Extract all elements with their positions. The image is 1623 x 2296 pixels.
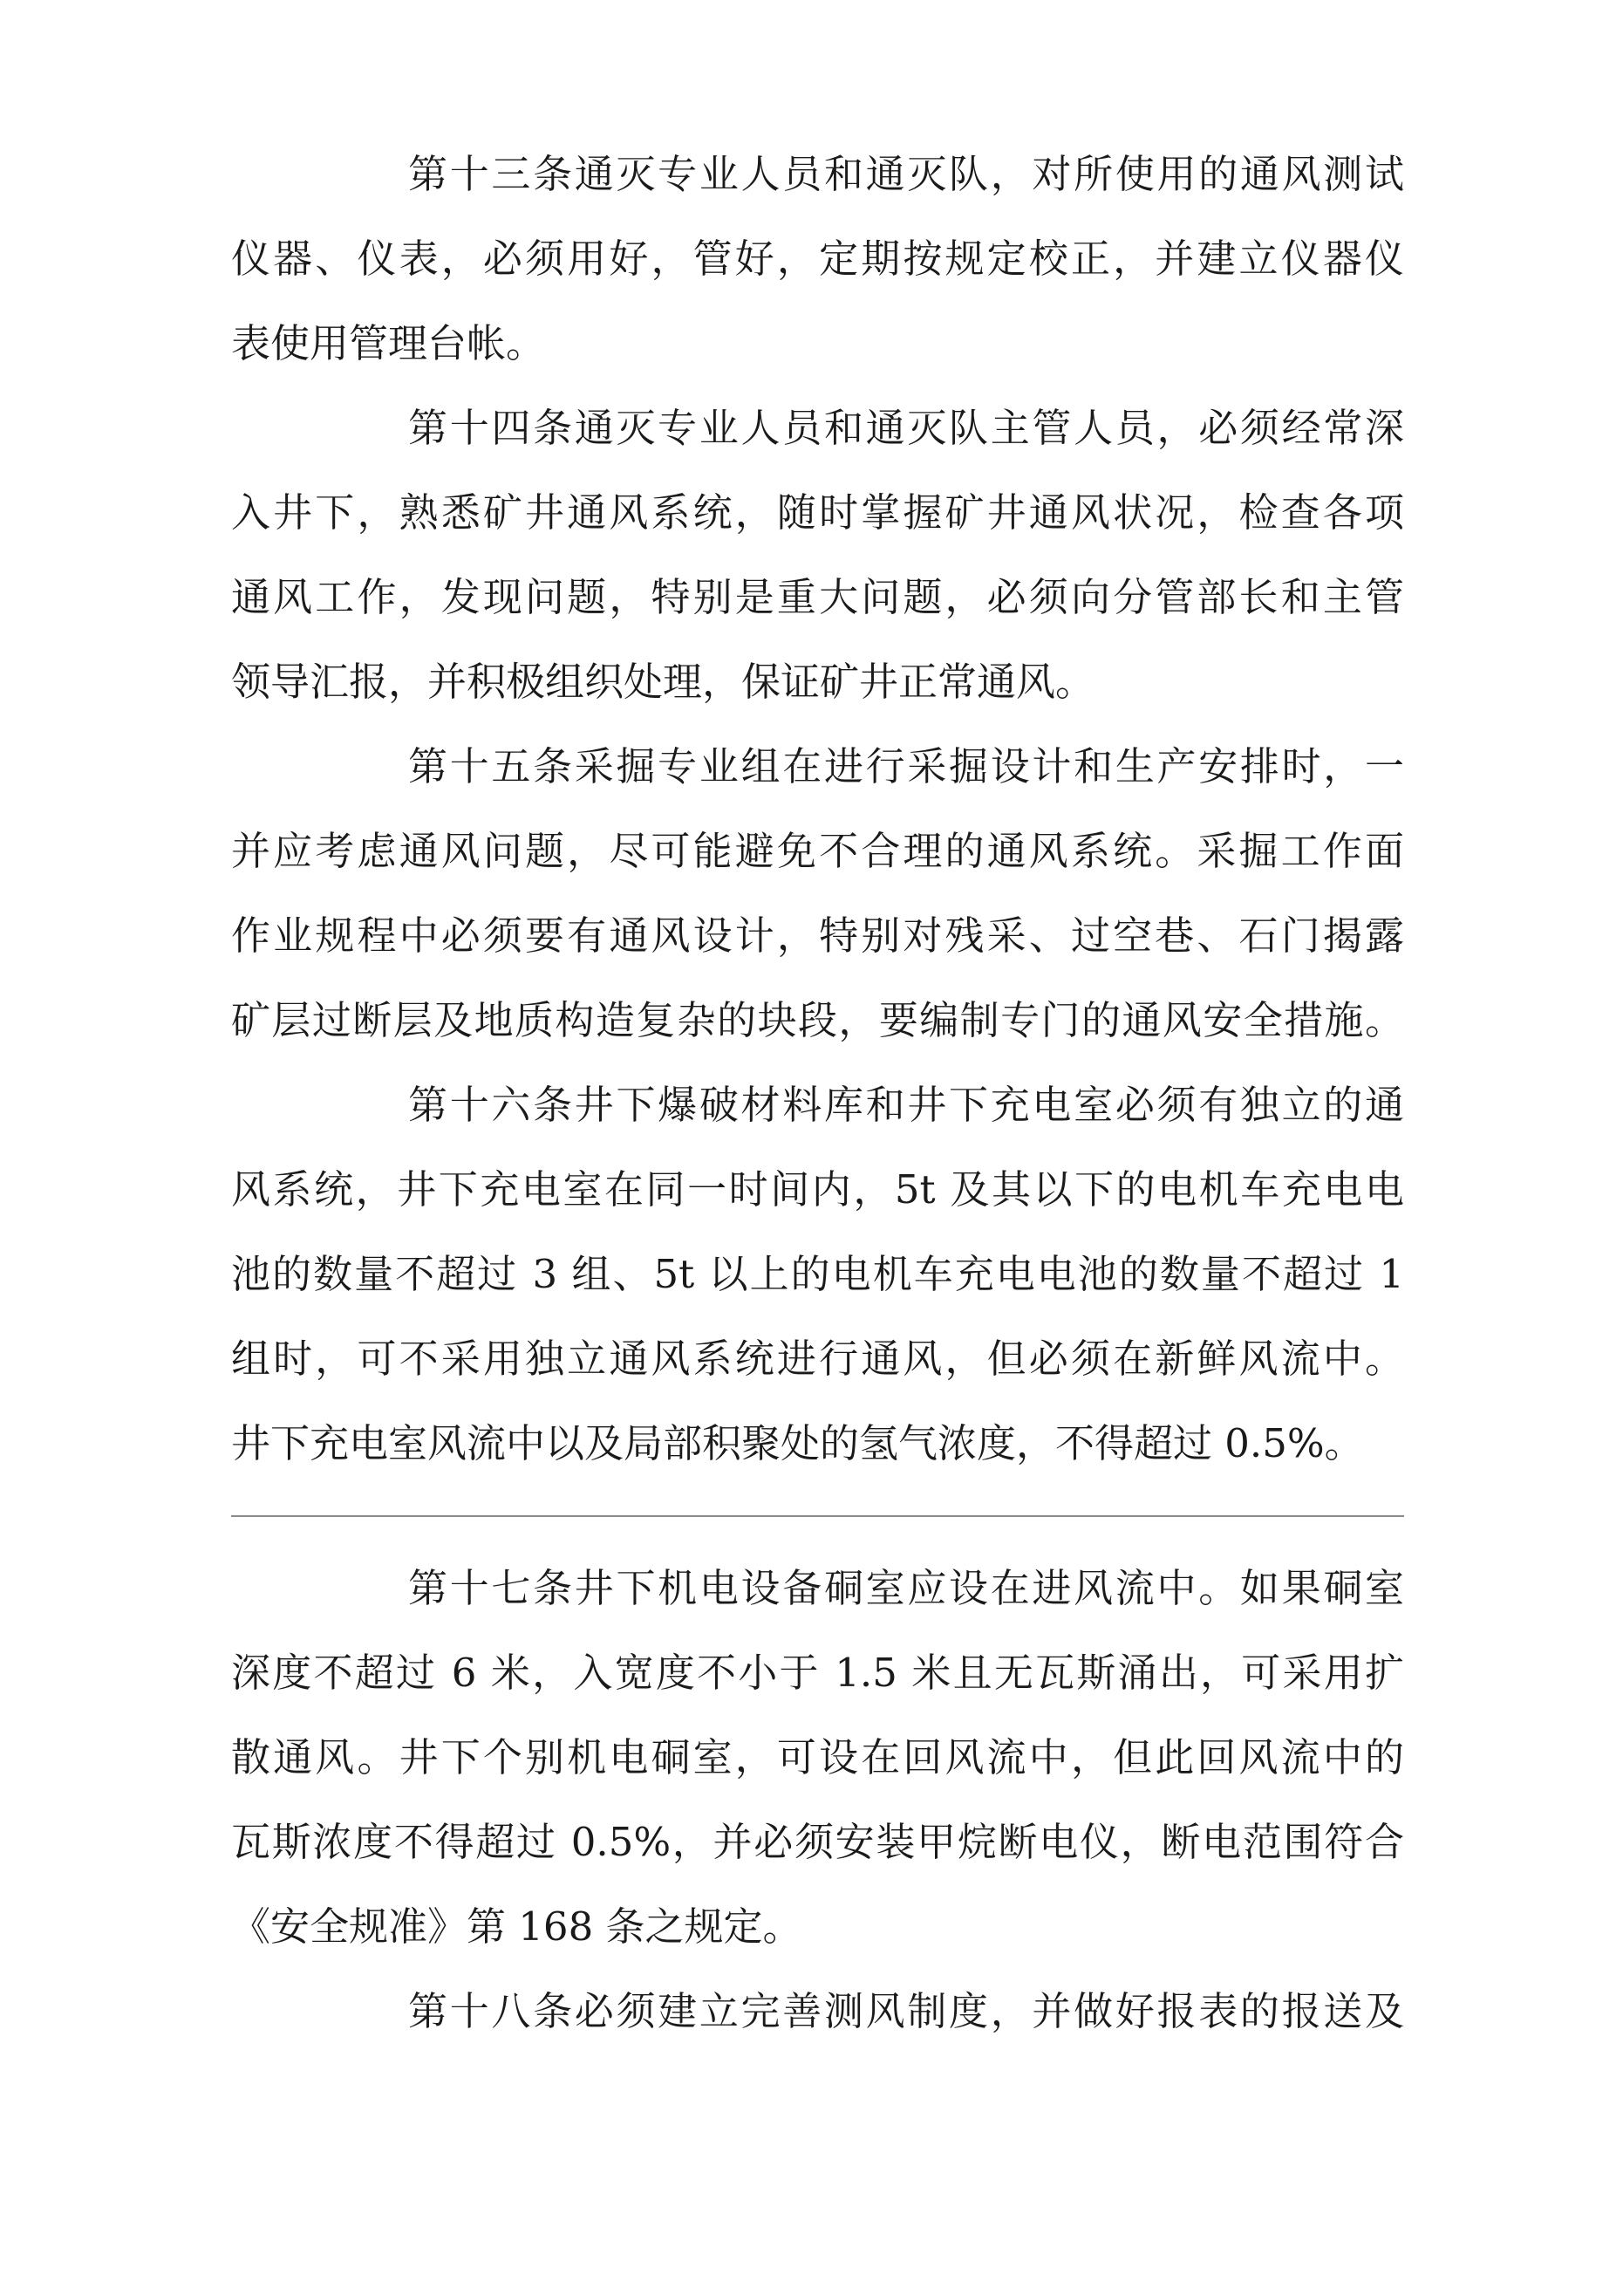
article-13-line-2: 仪器、仪表，必须用好，管好，定期按规定校正，并建立仪器仪 bbox=[231, 236, 1404, 282]
article-16-line-3: 池的数量不超过 3 组、5t 以上的电机车充电电池的数量不超过 1 bbox=[231, 1251, 1404, 1297]
article-17-line-3: 散通风。井下个别机电硐室，可设在回风流中，但此回风流中的 bbox=[231, 1734, 1404, 1780]
article-16-line-2: 风系统，井下充电室在同一时间内，5t 及其以下的电机车充电电 bbox=[231, 1166, 1404, 1213]
article-14-line-4: 领导汇报，并积极组织处理，保证矿井正常通风。 bbox=[231, 659, 1095, 705]
article-15-line-2: 并应考虑通风问题，尽可能避免不合理的通风系统。采掘工作面 bbox=[231, 828, 1404, 874]
article-17-line-4: 瓦斯浓度不得超过 0.5%，并必须安装甲烷断电仪，断电范围符合 bbox=[231, 1819, 1404, 1865]
article-14-line-2: 入井下，熟悉矿井通风系统，随时掌握矿井通风状况，检查各项 bbox=[231, 489, 1404, 536]
article-15-line-3: 作业规程中必须要有通风设计，特别对残采、过空巷、石门揭露 bbox=[231, 912, 1404, 959]
article-18-line-1: 第十八条必须建立完善测风制度，并做好报表的报送及 bbox=[408, 1988, 1404, 2034]
horizontal-divider bbox=[231, 1515, 1404, 1517]
article-13-line-1: 第十三条通灭专业人员和通灭队，对所使用的通风测试 bbox=[408, 151, 1404, 197]
article-16-line-1: 第十六条井下爆破材料库和井下充电室必须有独立的通 bbox=[408, 1082, 1404, 1128]
article-15-line-4: 矿层过断层及地质构造复杂的块段，要编制专门的通风安全措施。 bbox=[231, 997, 1404, 1043]
article-13-line-3: 表使用管理台帐。 bbox=[231, 320, 546, 366]
article-14-line-1: 第十四条通灭专业人员和通灭队主管人员，必须经常深 bbox=[408, 405, 1404, 451]
article-17-line-5: 《安全规准》第 168 条之规定。 bbox=[231, 1903, 802, 1950]
article-15-line-1: 第十五条采掘专业组在进行采掘设计和生产安排时，一 bbox=[408, 743, 1404, 789]
article-16-line-4: 组时，可不采用独立通风系统进行通风，但必须在新鲜风流中。 bbox=[231, 1336, 1404, 1382]
article-17-line-1: 第十七条井下机电设备硐室应设在进风流中。如果硐室 bbox=[408, 1565, 1404, 1611]
article-16-line-5: 井下充电室风流中以及局部积聚处的氢气浓度，不得超过 0.5%。 bbox=[231, 1420, 1364, 1466]
article-14-line-3: 通风工作，发现问题，特别是重大问题，必须向分管部长和主管 bbox=[231, 574, 1404, 620]
article-17-line-2: 深度不超过 6 米，入宽度不小于 1.5 米且无瓦斯涌出，可采用扩 bbox=[231, 1650, 1404, 1696]
